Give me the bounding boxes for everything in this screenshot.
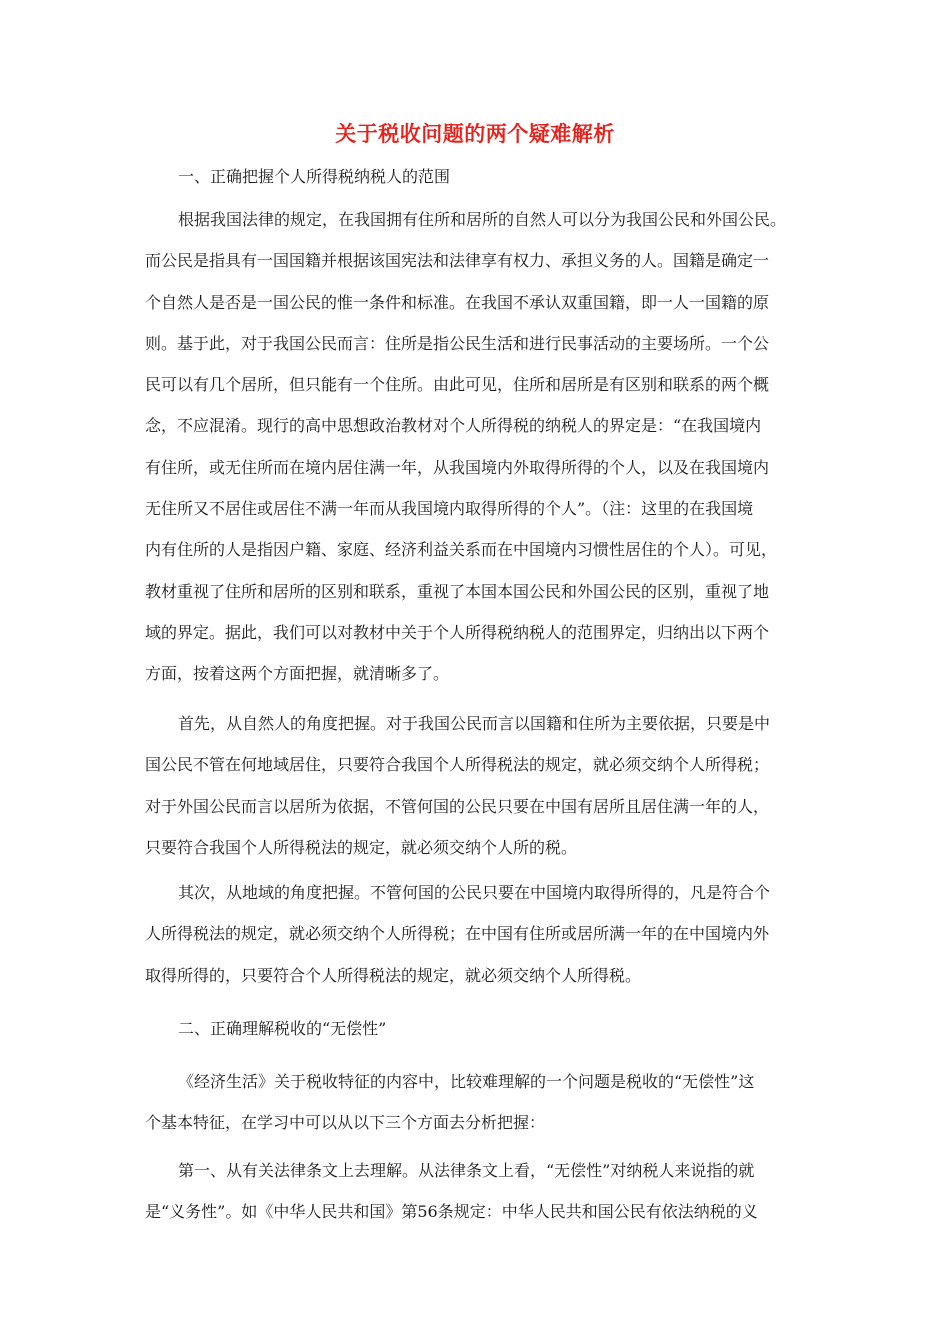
paragraph-line: 第一、从有关法律条文上去理解。从法律条文上看，“无偿性”对纳税人来说指的就 [178, 1161, 755, 1180]
document-title: 关于税收问题的两个疑难解析 [335, 121, 615, 146]
paragraph-line: 而公民是指具有一国国籍并根据该国宪法和法律享有权力、承担义务的人。国籍是确定一 [145, 251, 770, 271]
paragraph-1 [145, 199, 810, 695]
paragraph-line: 则。基于此，对于我国公民而言：住所是指公民生活和进行民事活动的主要场所。一个公 [145, 333, 770, 353]
paragraph-line: 方面，按着这两个方面把握，就清晰多了。 [145, 664, 450, 684]
paragraph-line: 有住所，或无住所而在境内居住满一年，从我国境内外取得所得的个人，以及在我国境内 [145, 457, 770, 477]
paragraph-4 [145, 1061, 810, 1144]
paragraph-line: 是“义务性”。如《中华人民共和国》第56条规定：中华人民共和国公民有依法纳税的义 [145, 1202, 758, 1222]
paragraph-line: 个自然人是否是一国公民的惟一条件和标准。在我国不承认双重国籍，即一人一国籍的原 [145, 292, 770, 312]
paragraph-line: 根据我国法律的规定，在我国拥有住所和居所的自然人可以分为我国公民和外国公民。 [178, 210, 787, 229]
paragraph-line: 教材重视了住所和居所的区别和联系，重视了本国本国公民和外国公民的区别，重视了地 [145, 581, 770, 601]
paragraph-line: 内有住所的人是指因户籍、家庭、经济利益关系而在中国境内习惯性居住的个人）。可见， [145, 540, 778, 560]
paragraph-line: 个基本特征，在学习中可以从以下三个方面去分析把握： [145, 1113, 546, 1133]
section-heading-2: 二、正确理解税收的“无偿性” [178, 1019, 387, 1038]
paragraph-5 [145, 1150, 810, 1233]
paragraph-line: 首先，从自然人的角度把握。对于我国公民而言以国籍和住所为主要依据，只要是中 [178, 714, 771, 733]
paragraph-line: 取得所得的，只要符合个人所得税法的规定，就必须交纳个人所得税。 [145, 965, 642, 985]
paragraph-line: 无住所又不居住或居住不满一年而从我国境内取得所得的个人”。（注：这里的在我国境 [145, 499, 754, 519]
paragraph-line: 其次，从地域的角度把握。不管何国的公民只要在中国境内取得所得的，凡是符合个 [178, 883, 771, 902]
paragraph-line: 国公民不管在何地域居住，只要符合我国个人所得税法的规定，就必须交纳个人所得税； [145, 755, 770, 775]
paragraph-line: 只要符合我国个人所得税法的规定，就必须交纳个人所的税。 [145, 837, 578, 857]
paragraph-3 [145, 872, 810, 996]
section-heading-1: 一、正确把握个人所得税纳税人的范围 [178, 167, 451, 186]
paragraph-line: 人所得税法的规定，就必须交纳个人所得税；在中国有住所或居所满一年的在中国境内外 [145, 924, 770, 944]
paragraph-line: 对于外国公民而言以居所为依据，不管何国的公民只要在中国有居所且居住满一年的人， [145, 796, 770, 816]
paragraph-line: 《经济生活》关于税收特征的内容中，比较难理解的一个问题是税收的“无偿性”这 [178, 1072, 755, 1091]
paragraph-line: 域的界定。据此，我们可以对教材中关于个人所得税纳税人的范围界定，归纳出以下两个 [145, 622, 770, 642]
paragraph-line: 民可以有几个居所，但只能有一个住所。由此可见，住所和居所是有区别和联系的两个概 [145, 375, 770, 395]
paragraph-line: 念，不应混淆。现行的高中思想政治教材对个人所得税的纳税人的界定是：“在我国境内 [145, 416, 762, 436]
paragraph-2 [145, 703, 810, 868]
